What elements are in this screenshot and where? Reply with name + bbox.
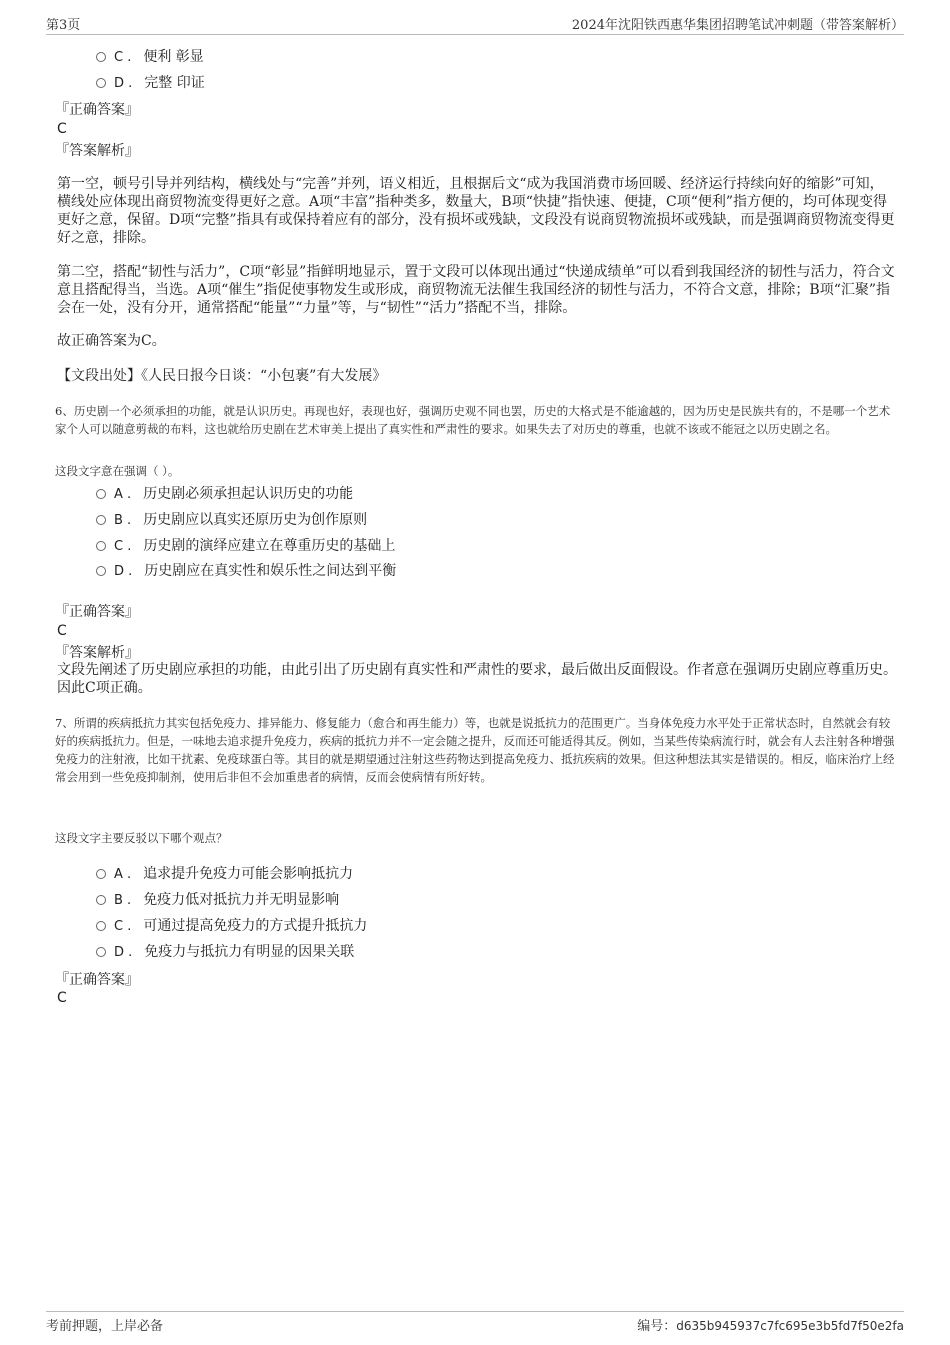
q7-option-a[interactable]: A . 追求提升免疫力可能会影响抵抗力 — [96, 865, 353, 883]
answer-label: 『正确答案』 — [55, 604, 139, 620]
answer-value: C — [57, 121, 67, 137]
analysis-label: 『答案解析』 — [55, 143, 139, 159]
analysis-conclusion: 故正确答案为C。 — [57, 333, 166, 349]
radio-icon[interactable] — [96, 566, 106, 576]
q6-option-b[interactable]: B . 历史剧应以真实还原历史为创作原则 — [96, 511, 367, 529]
page-number: 第3页 — [46, 18, 81, 33]
radio-icon[interactable] — [96, 947, 106, 957]
source-citation: 【文段出处】《人民日报今日谈：“小包裹”有大发展》 — [57, 368, 387, 384]
q7-option-d[interactable]: D . 免疫力与抵抗力有明显的因果关联 — [96, 943, 354, 961]
document-title: 2024年沈阳铁西惠华集团招聘笔试冲刺题（带答案解析） — [571, 18, 904, 33]
answer-label: 『正确答案』 — [55, 972, 139, 988]
radio-icon[interactable] — [96, 541, 106, 551]
answer-value: C — [57, 990, 67, 1006]
radio-icon[interactable] — [96, 52, 106, 62]
option-d[interactable]: D . 完整 印证 — [96, 74, 205, 92]
radio-icon[interactable] — [96, 78, 106, 88]
page-header — [46, 14, 904, 35]
radio-icon[interactable] — [96, 895, 106, 905]
option-c[interactable]: C . 便利 彰显 — [96, 48, 204, 66]
page-footer — [46, 1311, 904, 1337]
radio-icon[interactable] — [96, 515, 106, 525]
analysis-paragraph: 第二空，搭配“韧性与活力”，C项“彰显”指鲜明地显示，置于文段可以体现出通过“快递成绩单”可以看到我国经济的韧性与活力，符合文意且搭配得当，当选。A项“催生”指促使事物发生或形成，商贸物流无法催生我国经济的韧性与活力，不符合文意，排除；B项“汇聚”指会在一处，没有分开，通常搭配“能量”“力量”等，与“韧性”“活力”搭配不当，排除。 — [57, 264, 895, 316]
document-code: 编号：d635b945937c7fc695e3b5fd7f50e2fa — [637, 1319, 904, 1334]
radio-icon[interactable] — [96, 921, 106, 931]
question-7-prompt: 这段文字主要反驳以下哪个观点？ — [55, 831, 228, 845]
radio-icon[interactable] — [96, 869, 106, 879]
q6-option-a[interactable]: A . 历史剧必须承担起认识历史的功能 — [96, 485, 353, 503]
answer-label: 『正确答案』 — [55, 102, 139, 118]
analysis-label: 『答案解析』 — [55, 645, 139, 661]
question-6-prompt: 这段文字意在强调（ ）。 — [55, 464, 180, 478]
footer-slogan: 考前押题，上岸必备 — [46, 1319, 164, 1334]
analysis-paragraph: 第一空，顿号引导并列结构，横线处与“完善”并列，语义相近，且根据后文“成为我国消费市场回暖、经济运行持续向好的缩影”可知，横线处应体现出商贸物流变得更好之意。A项“丰富”指种类多，数量大，B项“快捷”指快速、便捷，C项“便利”指方便的，均可体现变得更好之意，保留。D项“完整”指具有或保持着应有的部分，没有损坏或残缺，文段没有说商贸物流损坏或残缺，而是强调商贸物流变得更好之意，排除。 — [57, 176, 895, 246]
analysis-paragraph: 文段先阐述了历史剧应承担的功能，由此引出了历史剧有真实性和严肃性的要求，最后做出反面假设。作者意在强调历史剧应尊重历史。因此C项正确。 — [57, 662, 897, 696]
radio-icon[interactable] — [96, 489, 106, 499]
q7-option-b[interactable]: B . 免疫力低对抵抗力并无明显影响 — [96, 891, 339, 909]
question-7-stem: 7、所谓的疾病抵抗力其实包括免疫力、排异能力、修复能力（愈合和再生能力）等，也就是说抵抗力的范围更广。当身体免疫力水平处于正常状态时，自然就会有较好的疾病抵抗力。但是，一味地去追求提升免疫力，疾病的抵抗力并不一定会随之提升，反而还可能适得其反。例如，当某些传染病流行时，就会有人去注射各种增强免疫力的注射液，比如干扰素、免疫球蛋白等。其目的就是期望通过注射这些药物达到提高免疫力、抵抗疾病的效果。但这种想法其实是错误的。相反，临床治疗上经常会用到一些免疫抑制剂，使用后非但不会加重患者的病情，反而会使病情有所好转。 — [55, 716, 895, 784]
question-6-stem: 6、历史剧一个必须承担的功能，就是认识历史。再现也好，表现也好，强调历史观不同也罢，历史的大格式是不能逾越的，因为历史是民族共有的，不是哪一个艺术家个人可以随意剪裁的布料，这也就给历史剧在艺术审美上提出了真实性和严肃性的要求。如果失去了对历史的尊重，也就不该或不能冠之以历史剧之名。 — [55, 404, 891, 436]
q6-option-d[interactable]: D . 历史剧应在真实性和娱乐性之间达到平衡 — [96, 562, 396, 580]
q6-option-c[interactable]: C . 历史剧的演绎应建立在尊重历史的基础上 — [96, 537, 395, 555]
answer-value: C — [57, 623, 67, 639]
q7-option-c[interactable]: C . 可通过提高免疫力的方式提升抵抗力 — [96, 917, 367, 935]
